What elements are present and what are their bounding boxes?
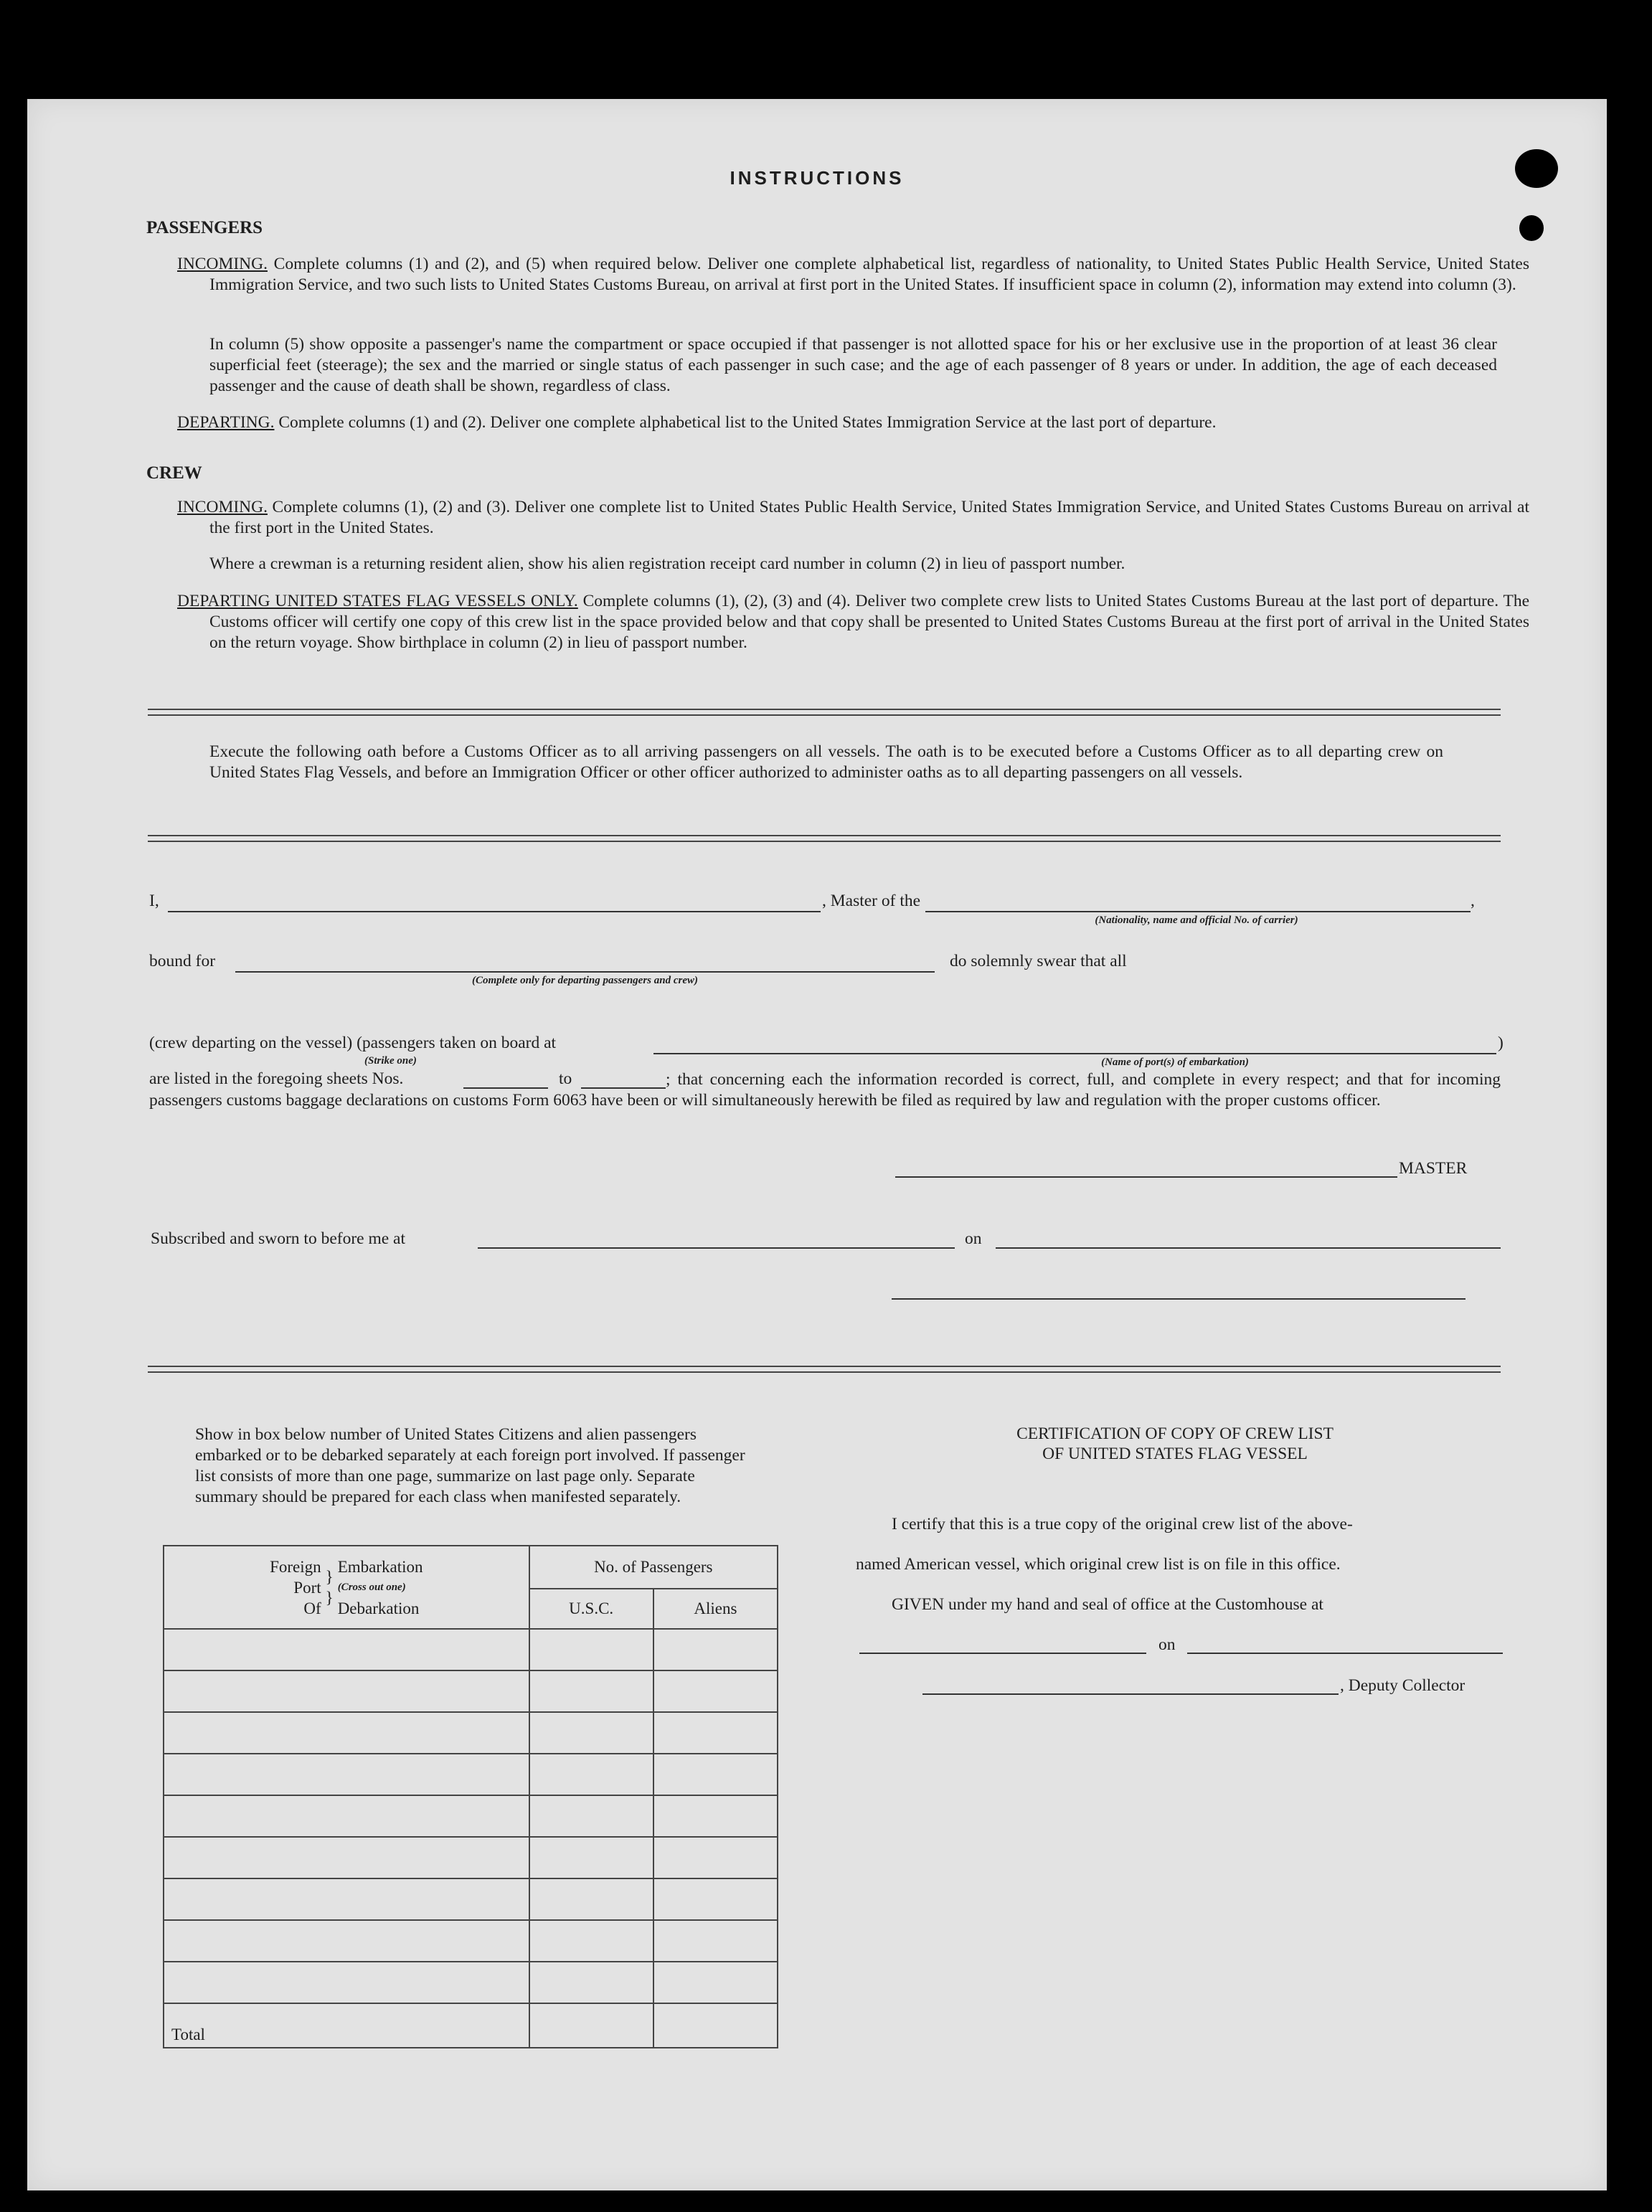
port-cell[interactable]	[164, 1795, 529, 1837]
certification-title-1: CERTIFICATION OF COPY OF CREW LIST	[1016, 1424, 1334, 1443]
aliens-cell[interactable]	[653, 1920, 778, 1962]
of-label: Of	[303, 1599, 321, 1617]
master-name-field[interactable]	[168, 911, 821, 912]
table-row	[164, 1795, 778, 1837]
bound-for-label: bound for	[149, 952, 216, 970]
given-line: GIVEN under my hand and seal of office at the Customhouse at	[892, 1595, 1323, 1614]
cross-out-note: (Cross out one)	[337, 1581, 406, 1593]
carrier-note: (Nationality, name and official No. of carrier)	[1095, 914, 1298, 926]
usc-cell[interactable]	[529, 1962, 653, 2003]
master-signature-field[interactable]	[895, 1176, 1397, 1178]
table-row	[164, 1670, 778, 1712]
passengers-incoming-label: INCOMING.	[177, 255, 268, 273]
port-note: (Name of port(s) of embarkation)	[1101, 1057, 1249, 1068]
table-row	[164, 1837, 778, 1878]
aliens-cell[interactable]	[653, 1795, 778, 1837]
double-rule-1	[148, 709, 1501, 716]
usc-header: U.S.C.	[529, 1589, 653, 1629]
subscribed-on-label: on	[965, 1229, 982, 1248]
table-row-total	[164, 2003, 778, 2048]
usc-total-cell[interactable]	[529, 2003, 653, 2048]
usc-cell[interactable]	[529, 1837, 653, 1878]
certify-line-2: named American vessel, which original crew list is on file in this office.	[856, 1555, 1341, 1574]
usc-cell[interactable]	[529, 1670, 653, 1712]
table-row	[164, 1920, 778, 1962]
table-row	[164, 1878, 778, 1920]
listed-to-label: to	[559, 1069, 572, 1088]
crew-departing-text: Complete columns (1), (2), (3) and (4). Deliver two complete crew lists to United States Customs Bureau at the last port of departure. The Customs officer will certify one copy of this crew list in the space provided below and that copy shall be presented to United States Customs Bureau at the first port of arrival in the United States on the return voyage. Show birthplace in column (2) in lieu of passport number.	[209, 592, 1530, 652]
passengers-heading: PASSENGERS	[146, 218, 263, 237]
passengers-incoming-paragraph	[177, 254, 1529, 296]
passengers-departing-label: DEPARTING.	[177, 413, 275, 432]
crew-heading: CREW	[146, 463, 202, 483]
passengers-incoming-text: Complete columns (1) and (2), and (5) when required below. Deliver one complete alphabetical list, regardless of nationality, to United States Public Health Service, United States Immigration Service, and two such lists to United States Customs Bureau, on arrival at first port in the United States. If insufficient space in column (2), information may extend into column (3).	[209, 255, 1530, 294]
form-page	[27, 99, 1607, 2190]
binder-hole-mark	[1515, 149, 1558, 188]
crew-incoming-paragraph	[177, 497, 1529, 539]
bound-for-field[interactable]	[235, 971, 935, 973]
table-row	[164, 1712, 778, 1754]
table-row	[164, 1962, 778, 2003]
aliens-cell[interactable]	[653, 1754, 778, 1795]
listed-sheets-label: are listed in the foregoing sheets Nos.	[149, 1069, 404, 1088]
certification-date-field[interactable]	[1187, 1653, 1503, 1654]
crew-incoming-text: Complete columns (1), (2) and (3). Deliver one complete list to United States Public Health Service, United States Immigration Service, and United States Customs Bureau on arrival at the first port in the United States.	[209, 498, 1529, 537]
port-cell[interactable]	[164, 1754, 529, 1795]
subscribed-label: Subscribed and sworn to before me at	[151, 1229, 406, 1248]
debarkation-label: Debarkation	[337, 1599, 420, 1617]
deputy-signature-field[interactable]	[922, 1693, 1339, 1695]
master-label: MASTER	[1399, 1159, 1468, 1178]
port-cell[interactable]	[164, 1920, 529, 1962]
usc-cell[interactable]	[529, 1712, 653, 1754]
swear-label: do solemnly swear that all	[950, 952, 1127, 970]
embarkation-label: Embarkation	[337, 1557, 423, 1576]
brace-glyph: } }	[325, 1568, 334, 1607]
crew-departing-label: DEPARTING UNITED STATES FLAG VESSELS ONLY.	[177, 592, 578, 610]
usc-cell[interactable]	[529, 1920, 653, 1962]
oath-i-label: I,	[149, 892, 159, 910]
certification-title-2: OF UNITED STATES FLAG VESSEL	[1042, 1445, 1308, 1463]
certify-line-1: I certify that this is a true copy of the original crew list of the above-	[892, 1515, 1353, 1533]
aliens-cell[interactable]	[653, 1629, 778, 1670]
passengers-departing-paragraph	[177, 412, 1529, 433]
total-label: Total	[164, 2003, 529, 2048]
port-cell[interactable]	[164, 1878, 529, 1920]
double-rule-3	[148, 1366, 1501, 1373]
usc-cell[interactable]	[529, 1754, 653, 1795]
aliens-cell[interactable]	[653, 1962, 778, 2003]
double-rule-2	[148, 835, 1501, 842]
usc-cell[interactable]	[529, 1795, 653, 1837]
usc-cell[interactable]	[529, 1878, 653, 1920]
subscribed-date-field[interactable]	[996, 1247, 1501, 1249]
port-column-header	[164, 1546, 529, 1629]
aliens-cell[interactable]	[653, 1878, 778, 1920]
master-of-label: , Master of the	[822, 892, 921, 910]
port-cell[interactable]	[164, 1837, 529, 1878]
subscribed-place-field[interactable]	[478, 1247, 955, 1249]
foreign-label: Foreign	[270, 1557, 321, 1576]
binder-hole	[1519, 215, 1544, 241]
usc-cell[interactable]	[529, 1629, 653, 1670]
instructions-title: INSTRUCTIONS	[730, 167, 905, 189]
aliens-total-cell[interactable]	[653, 2003, 778, 2048]
table-row	[164, 1754, 778, 1795]
passenger-summary-table	[163, 1545, 778, 2048]
customhouse-field[interactable]	[859, 1653, 1146, 1654]
bound-for-note: (Complete only for departing passengers and crew)	[472, 975, 698, 986]
oath-intro: Execute the following oath before a Customs Officer as to all arriving passengers on all vessels. The oath is to be executed before a Customs Officer as to all departing crew on United States Flag Vessels, and before an Immigration Officer or other officer authorized to administer oaths as to all departing passengers on all vessels.	[209, 742, 1443, 782]
comma-label: ,	[1471, 892, 1475, 910]
table-row	[164, 1629, 778, 1670]
listed-text: ; that concerning each the information recorded is correct, full, and complete in every respect; and that for incoming passengers customs baggage declarations on customs Form 6063 have been or will simultaneously herewith be filed as required by law and regulation with the proper customs officer.	[149, 1070, 1501, 1110]
port-cell[interactable]	[164, 1962, 529, 2003]
port-cell[interactable]	[164, 1712, 529, 1754]
deputy-collector-label: , Deputy Collector	[1340, 1676, 1465, 1695]
carrier-field[interactable]	[925, 911, 1471, 912]
crew-resident-paragraph: Where a crewman is a returning resident alien, show his alien registration receipt card number in column (2) in lieu of passport number.	[209, 554, 1125, 573]
passengers-column5-paragraph: In column (5) show opposite a passenger's name the compartment or space occupied if that passenger is not allotted space for his or her exclusive use in the proportion of at least 36 clear superficial feet (steerage); the sex and the married or single status of each passenger in such case; and the age of each passenger of 8 years or under. In addition, the age of each deceased passenger and the cause of death shall be shown, regardless of class.	[209, 335, 1497, 395]
strike-one-note: (Strike one)	[364, 1055, 417, 1067]
aliens-cell[interactable]	[653, 1712, 778, 1754]
crew-departing-paragraph	[177, 591, 1529, 653]
passengers-departing-text: Complete columns (1) and (2). Deliver one complete alphabetical list to the United States Immigration Service at the last port of departure.	[278, 413, 1217, 432]
no-passengers-header: No. of Passengers	[529, 1546, 778, 1589]
close-paren: )	[1498, 1034, 1504, 1052]
port-label: Port	[293, 1578, 321, 1597]
officer-signature-field[interactable]	[892, 1298, 1465, 1300]
port-cell[interactable]	[164, 1629, 529, 1670]
port-cell[interactable]	[164, 1670, 529, 1712]
aliens-header: Aliens	[653, 1589, 778, 1629]
certification-on-label: on	[1158, 1635, 1176, 1654]
crew-departing-label: (crew departing on the vessel) (passengers taken on board at	[149, 1034, 557, 1052]
summary-instructions: Show in box below number of United States Citizens and alien passengers embarked or to be debarked separately at each foreign port involved. If passenger list consists of more than one page, summarize on last page only. Separate summary should be prepared for each class when manifested separately.	[195, 1425, 745, 1506]
crew-incoming-label: INCOMING.	[177, 498, 268, 516]
aliens-cell[interactable]	[653, 1670, 778, 1712]
aliens-cell[interactable]	[653, 1837, 778, 1878]
embarkation-port-field[interactable]	[653, 1053, 1496, 1054]
